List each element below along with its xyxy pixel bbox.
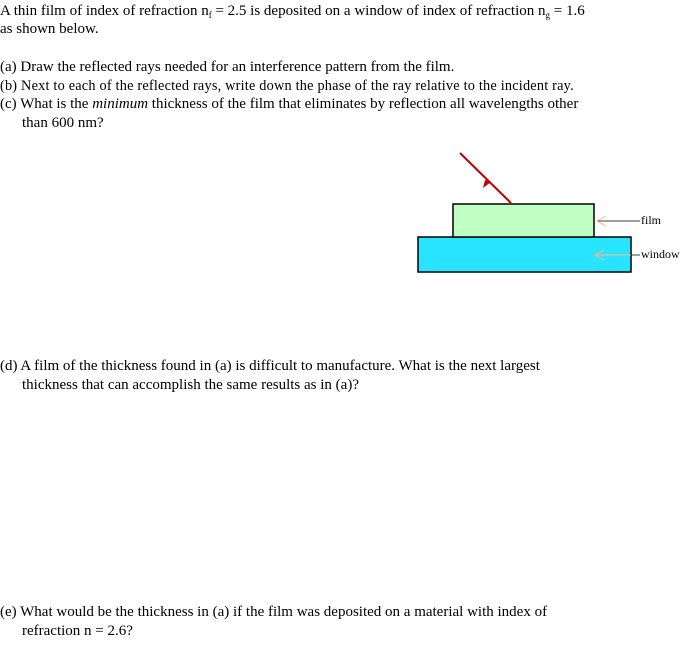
question-c-emphasis: minimum — [92, 96, 149, 112]
intro-line-2: as shown below. — [0, 21, 99, 37]
intro-text-c: = 1.6 — [550, 3, 585, 19]
incident-ray — [460, 153, 511, 203]
question-b: (b) Next to each of the reflected rays, write down the phase of the ray relative to the incident ray. — [0, 78, 574, 94]
question-e: (e) What would be the thickness in (a) if the film was deposited on a material with index of — [0, 604, 548, 620]
question-a: (a) Draw the reflected rays needed for an interference pattern from the film. — [0, 59, 455, 75]
question-c-text-b: thickness of the film that eliminates by reflection all wavelengths other — [148, 96, 579, 112]
window-label: window — [641, 247, 680, 261]
question-d: (d) A film of the thickness found in (a) is difficult to manufacture. What is the next largest — [0, 358, 540, 374]
question-e-line-2: refraction n = 2.6? — [22, 623, 133, 639]
question-c-text-a: (c) What is the — [0, 96, 93, 112]
intro-text-b: = 2.5 is deposited on a window of index of refraction n — [211, 3, 546, 19]
subscript-g: g — [545, 10, 551, 20]
film-layer — [453, 204, 594, 237]
film-label: film — [641, 213, 661, 227]
question-c-line-2: than 600 nm? — [22, 115, 104, 131]
intro-text-a: A thin film of index of refraction n — [0, 3, 209, 19]
subscript-f: f — [208, 10, 212, 20]
question-d-line-2: thickness that can accomplish the same results as in (a)? — [22, 377, 359, 393]
